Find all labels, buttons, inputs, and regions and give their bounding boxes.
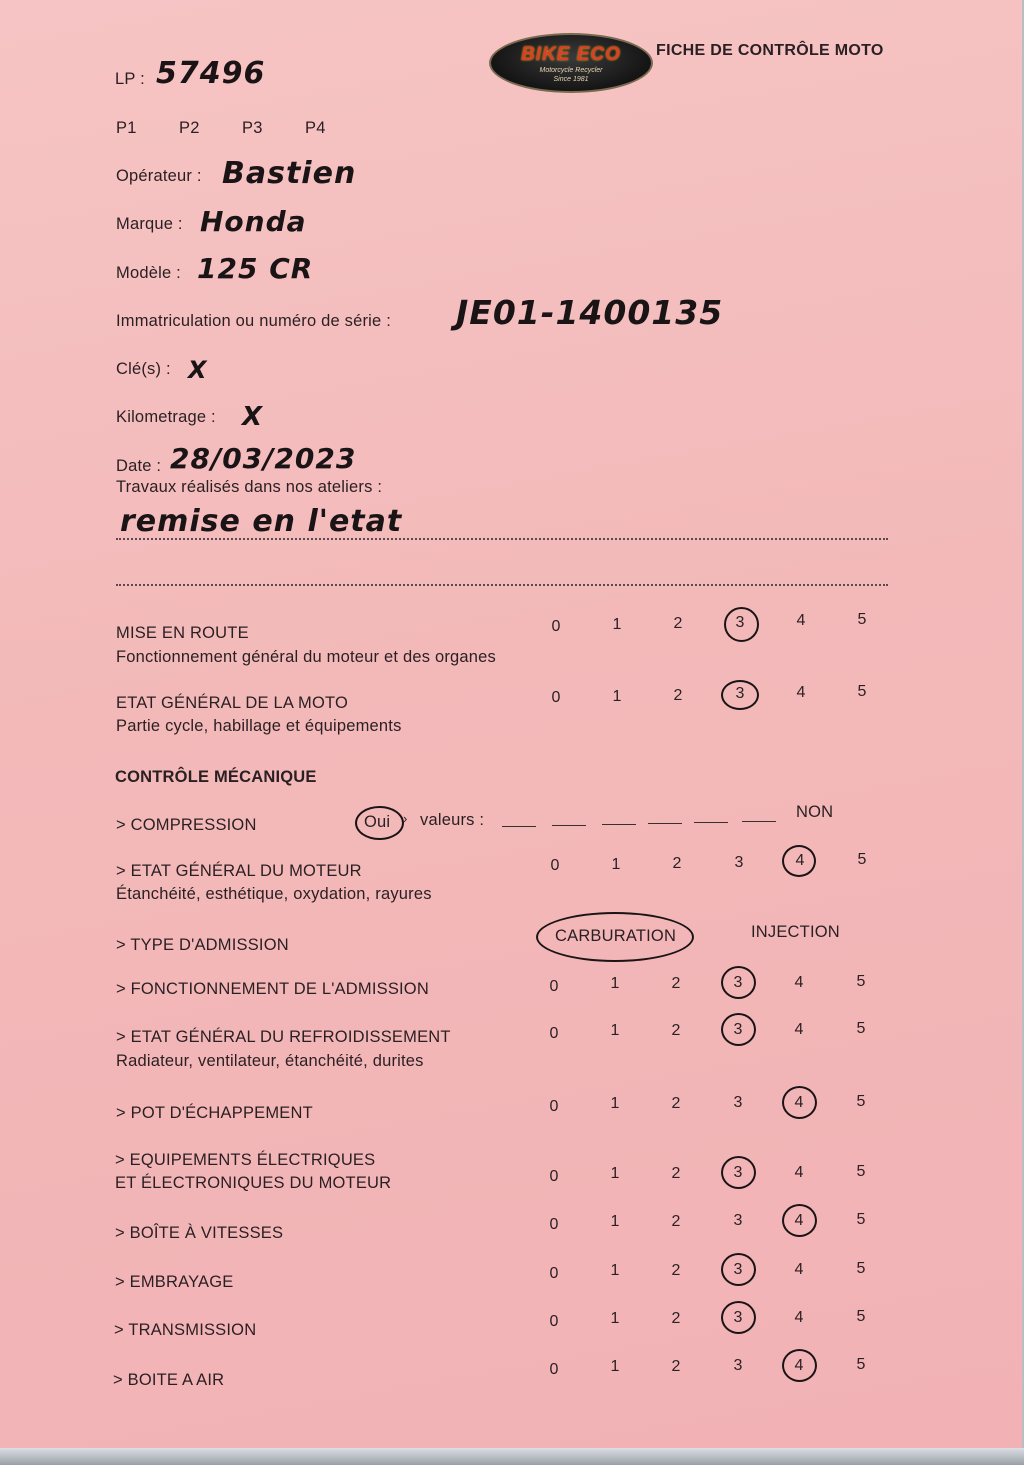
cles-label: Clé(s) : — [116, 360, 171, 378]
score-1[interactable]: 1 — [611, 856, 621, 873]
admission-label: > TYPE D'ADMISSION — [116, 936, 289, 954]
selected-carburation-mark — [536, 912, 694, 962]
mechanical-item-title: > BOITE A AIR — [113, 1371, 225, 1389]
compression-non[interactable]: NON — [796, 803, 834, 821]
compression-value-blank[interactable] — [502, 826, 536, 827]
score-0[interactable]: 0 — [549, 1265, 559, 1282]
score-1[interactable]: 1 — [610, 1310, 620, 1328]
score-3[interactable]: 3 — [735, 685, 745, 702]
lp-value[interactable]: 57496 — [156, 56, 266, 91]
score-5[interactable]: 5 — [856, 1163, 866, 1180]
operateur-label: Opérateur : — [116, 167, 202, 185]
score-5[interactable]: 5 — [856, 1093, 866, 1110]
modele-value[interactable]: 125 CR — [197, 252, 314, 285]
selected-oui-mark — [355, 806, 404, 840]
score-4[interactable]: 4 — [794, 1020, 804, 1038]
score-2[interactable]: 2 — [671, 1094, 681, 1112]
selected-score-mark — [782, 1086, 817, 1119]
score-2[interactable]: 2 — [673, 615, 683, 632]
score-2[interactable]: 2 — [671, 974, 681, 992]
operateur-value[interactable]: Bastien — [222, 156, 357, 191]
mechanical-item-title: > TRANSMISSION — [114, 1321, 257, 1339]
compression-value-blank[interactable] — [742, 821, 776, 822]
selected-score-mark — [782, 1204, 817, 1237]
selected-score-mark — [782, 1349, 817, 1382]
score-2[interactable]: 2 — [671, 1212, 681, 1230]
mechanical-item-title: > EMBRAYAGE — [115, 1273, 234, 1291]
selected-score-mark — [721, 680, 759, 710]
mechanical-item-title: > FONCTIONNEMENT DE L'ADMISSION — [116, 980, 429, 998]
score-0[interactable]: 0 — [551, 689, 561, 706]
date-value[interactable]: 28/03/2023 — [170, 442, 357, 475]
table-surface — [0, 1448, 1024, 1465]
mechanical-item-subtitle: ET ÉLECTRONIQUES DU MOTEUR — [115, 1174, 392, 1192]
controle-mecanique-heading: CONTRÔLE MÉCANIQUE — [115, 768, 317, 786]
etat-moto-title: ETAT GÉNÉRAL DE LA MOTO — [116, 694, 348, 712]
score-2[interactable]: 2 — [671, 1357, 681, 1375]
immat-label: Immatriculation ou numéro de série : — [116, 312, 391, 330]
logo-since: Since 1981 — [553, 76, 589, 83]
score-1[interactable]: 1 — [610, 1213, 620, 1231]
modele-label: Modèle : — [116, 264, 181, 282]
score-4[interactable]: 4 — [794, 1211, 804, 1229]
score-1[interactable]: 1 — [610, 1262, 620, 1280]
score-3[interactable]: 3 — [733, 974, 743, 992]
score-3[interactable]: 3 — [734, 854, 744, 871]
selected-score-mark — [721, 1013, 756, 1046]
position-p1[interactable]: P1 — [116, 119, 137, 137]
score-3[interactable]: 3 — [733, 1164, 743, 1182]
form-title: FICHE DE CONTRÔLE MOTO — [656, 42, 884, 59]
score-0[interactable]: 0 — [549, 1168, 559, 1185]
etat-moteur-title: > ETAT GÉNÉRAL DU MOTEUR — [116, 862, 362, 880]
selected-score-mark — [724, 607, 759, 642]
score-2[interactable]: 2 — [671, 1261, 681, 1279]
score-5[interactable]: 5 — [856, 1211, 866, 1228]
score-1[interactable]: 1 — [612, 688, 622, 705]
score-5[interactable]: 5 — [856, 1020, 866, 1037]
score-3[interactable]: 3 — [733, 1212, 743, 1230]
score-2[interactable]: 2 — [671, 1164, 681, 1182]
logo-brand: BIKE ECO — [521, 44, 621, 65]
score-4[interactable]: 4 — [795, 852, 805, 869]
compression-value-blank[interactable] — [552, 825, 586, 826]
mise-en-route-subtitle: Fonctionnement général du moteur et des organes — [116, 648, 496, 666]
score-5[interactable]: 5 — [856, 1308, 866, 1325]
score-3[interactable]: 3 — [733, 1094, 743, 1112]
logo-tagline: Motorcycle Recycler — [539, 67, 603, 74]
compression-label: > COMPRESSION — [116, 816, 257, 834]
score-0[interactable]: 0 — [549, 978, 559, 995]
score-0[interactable]: 0 — [549, 1025, 559, 1042]
position-p2[interactable]: P2 — [179, 119, 200, 137]
score-0[interactable]: 0 — [549, 1313, 559, 1330]
score-2[interactable]: 2 — [673, 687, 683, 704]
score-4[interactable]: 4 — [794, 1308, 804, 1326]
score-4[interactable]: 4 — [796, 684, 806, 701]
score-0[interactable]: 0 — [551, 618, 561, 635]
score-3[interactable]: 3 — [733, 1021, 743, 1039]
score-4[interactable]: 4 — [794, 973, 804, 991]
travaux-value[interactable]: remise en l'etat — [120, 504, 403, 539]
arrow-icon: › — [403, 811, 408, 826]
selected-score-mark — [721, 1301, 756, 1334]
score-1[interactable]: 1 — [612, 616, 622, 633]
mechanical-item-title: > ETAT GÉNÉRAL DU REFROIDISSEMENT — [116, 1028, 451, 1046]
compression-oui[interactable]: Oui — [364, 813, 391, 831]
marque-label: Marque : — [116, 215, 183, 233]
score-0[interactable]: 0 — [549, 1098, 559, 1115]
score-3[interactable]: 3 — [733, 1309, 743, 1327]
score-5[interactable]: 5 — [857, 851, 867, 868]
score-1[interactable]: 1 — [610, 1095, 620, 1113]
mechanical-item-subtitle: Radiateur, ventilateur, étanchéité, durites — [116, 1052, 424, 1070]
selected-score-mark — [721, 1156, 756, 1189]
mechanical-item-title: > POT D'ÉCHAPPEMENT — [116, 1104, 313, 1122]
score-1[interactable]: 1 — [610, 1022, 620, 1040]
score-2[interactable]: 2 — [671, 1021, 681, 1039]
lp-label: LP : — [115, 70, 145, 88]
admission-injection[interactable]: INJECTION — [751, 923, 840, 941]
selected-score-mark — [782, 845, 816, 877]
cles-value[interactable]: X — [188, 356, 208, 384]
score-5[interactable]: 5 — [856, 1260, 866, 1277]
score-1[interactable]: 1 — [610, 975, 620, 993]
travaux-line-1 — [116, 538, 888, 540]
score-1[interactable]: 1 — [610, 1165, 620, 1183]
mise-en-route-title: MISE EN ROUTE — [116, 624, 249, 642]
score-3[interactable]: 3 — [733, 1261, 743, 1279]
marque-value[interactable]: Honda — [200, 205, 307, 238]
admission-carburation[interactable]: CARBURATION — [555, 927, 677, 945]
score-5[interactable]: 5 — [857, 611, 867, 628]
score-4[interactable]: 4 — [794, 1260, 804, 1278]
score-2[interactable]: 2 — [671, 1309, 681, 1327]
travaux-label: Travaux réalisés dans nos ateliers : — [116, 478, 383, 496]
position-p3[interactable]: P3 — [242, 119, 263, 137]
immat-value[interactable]: JE01-1400135 — [456, 293, 724, 332]
score-0[interactable]: 0 — [549, 1216, 559, 1233]
score-5[interactable]: 5 — [857, 683, 867, 700]
compression-value-blank[interactable] — [602, 824, 636, 825]
compression-value-blank[interactable] — [648, 823, 682, 824]
travaux-line-2 — [116, 584, 888, 586]
score-3[interactable]: 3 — [735, 614, 745, 631]
score-4[interactable]: 4 — [794, 1093, 804, 1111]
score-3[interactable]: 3 — [733, 1357, 743, 1375]
etat-moteur-subtitle: Étanchéité, esthétique, oxydation, rayures — [116, 885, 432, 903]
position-p4[interactable]: P4 — [305, 119, 326, 137]
date-label: Date : — [116, 457, 162, 475]
km-label: Kilometrage : — [116, 408, 216, 426]
score-0[interactable]: 0 — [550, 857, 560, 874]
score-1[interactable]: 1 — [610, 1358, 620, 1376]
score-4[interactable]: 4 — [796, 612, 806, 629]
score-2[interactable]: 2 — [672, 855, 682, 872]
selected-score-mark — [721, 1253, 756, 1286]
selected-score-mark — [721, 966, 756, 999]
compression-value-blank[interactable] — [694, 822, 728, 823]
compression-valeurs-label: valeurs : — [420, 811, 485, 829]
score-5[interactable]: 5 — [856, 973, 866, 990]
score-4[interactable]: 4 — [794, 1163, 804, 1181]
score-4[interactable]: 4 — [794, 1356, 804, 1374]
km-value[interactable]: X — [242, 402, 264, 432]
mechanical-item-title: > EQUIPEMENTS ÉLECTRIQUES — [115, 1151, 376, 1169]
mechanical-item-title: > BOÎTE À VITESSES — [115, 1224, 284, 1242]
score-0[interactable]: 0 — [549, 1361, 559, 1378]
bike-eco-logo — [489, 33, 653, 93]
score-5[interactable]: 5 — [856, 1356, 866, 1373]
etat-moto-subtitle: Partie cycle, habillage et équipements — [116, 717, 402, 735]
